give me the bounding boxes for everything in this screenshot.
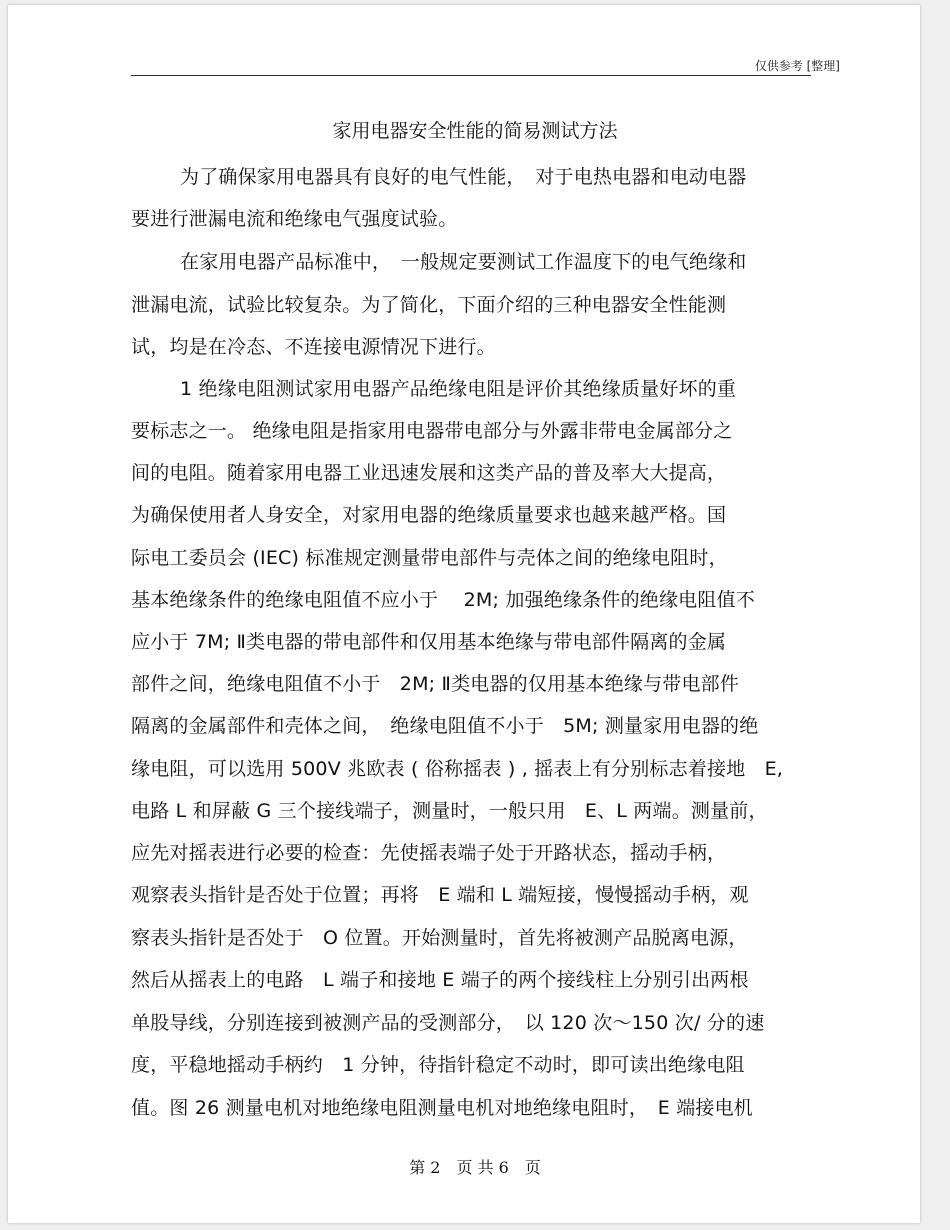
paragraph-line: 度，平稳地摇动手柄约 1 分钟，待指针稳定不动时，即可读出绝缘电阻 <box>131 1054 745 1076</box>
paragraph-line: 为确保使用者人身安全，对家用电器的绝缘质量要求也越来越严格。国 <box>131 504 727 526</box>
paragraph-line: 部件之间，绝缘电阻值不小于 2M; Ⅱ类电器的仅用基本绝缘与带电部件 <box>131 673 740 695</box>
document-title: 家用电器安全性能的简易测试方法 <box>332 120 618 142</box>
paragraph-line: 为了确保家用电器具有良好的电气性能， 对于电热电器和电动电器 <box>180 166 747 188</box>
page-header: 仅供参考 [整理] <box>754 59 840 73</box>
paragraph-line: 值。图 26 测量电机对地绝缘电阻测量电机对地绝缘电阻时， E 端接电机 <box>131 1097 754 1119</box>
paragraph-line: 察表头指针是否处于 O 位置。开始测量时，首先将被测产品脱离电源， <box>131 927 748 949</box>
paragraph-line: 应小于 7M; Ⅱ类电器的带电部件和仅用基本绝缘与带电部件隔离的金属 <box>131 631 727 653</box>
paragraph-line: 要标志之一。 绝缘电阻是指家用电器带电部分与外露非带电金属部分之 <box>131 420 733 442</box>
header-divider <box>131 75 811 76</box>
paragraph-line: 隔离的金属部件和壳体之间， 绝缘电阻值不小于 5M; 测量家用电器的绝 <box>131 715 759 737</box>
paragraph-line: 缘电阻，可以选用 500V 兆欧表 ( 俗称摇表 ) , 摇表上有分别标志着接地 E, <box>131 758 784 780</box>
paragraph-line: 间的电阻。随着家用电器工业迅速发展和这类产品的普及率大大提高， <box>131 462 727 484</box>
paragraph-line: 在家用电器产品标准中， 一般规定要测试工作温度下的电气绝缘和 <box>180 251 747 273</box>
paragraph-line: 试，均是在冷态、不连接电源情况下进行。 <box>131 336 496 358</box>
paragraph-line: 际电工委员会 (IEC) 标准规定测量带电部件与壳体之间的绝缘电阻时， <box>131 547 728 569</box>
paragraph-line: 基本绝缘条件的绝缘电阻值不应小于 2M; 加强绝缘条件的绝缘电阻值不 <box>131 589 755 611</box>
paragraph-line: 应先对摇表进行必要的检查：先使摇表端子处于开路状态，摇动手柄， <box>131 842 727 864</box>
paragraph-line: 泄漏电流，试验比较复杂。为了简化，下面介绍的三种电器安全性能测 <box>131 294 727 316</box>
paragraph-line: 单股导线，分别连接到被测产品的受测部分， 以 120 次～150 次/ 分的速 <box>131 1012 765 1034</box>
paragraph-line: 1 绝缘电阻测试家用电器产品绝缘电阻是评价其绝缘质量好坏的重 <box>180 378 737 400</box>
paragraph-line: 观察表头指针是否处于位置；再将 E 端和 L 端短接，慢慢摇动手柄，观 <box>131 884 749 906</box>
paragraph-line: 要进行泄漏电流和绝缘电气强度试验。 <box>131 208 458 230</box>
paragraph-line: 然后从摇表上的电路 L 端子和接地 E 端子的两个接线柱上分别引出两根 <box>131 969 749 991</box>
page-footer: 第 2 页 共 6 页 <box>409 1158 541 1177</box>
paragraph-line: 电路 L 和屏蔽 G 三个接线端子，测量时，一般只用 E、L 两端。测量前， <box>131 800 768 822</box>
